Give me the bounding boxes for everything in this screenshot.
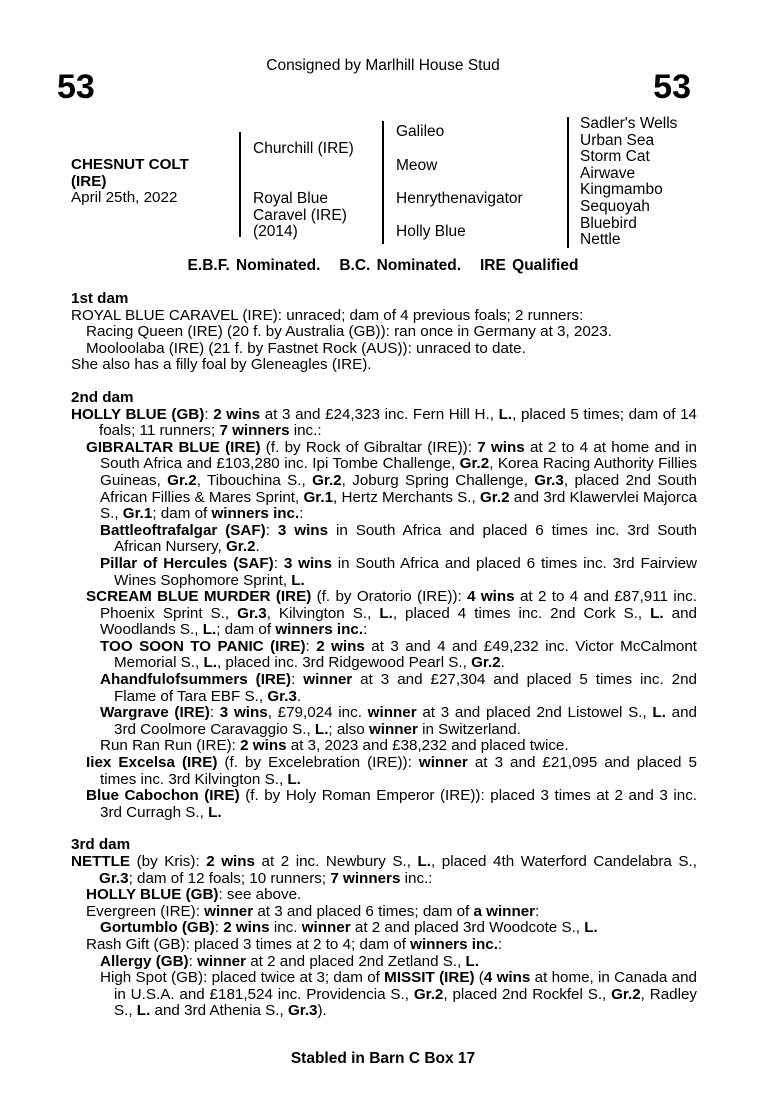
progeny-entry: Run Ran Run (IRE): 2 wins at 3, 2023 and £38,232 and placed twice. xyxy=(100,737,569,755)
pedigree-line-2 xyxy=(382,121,384,244)
pedigree-gen3-item: Sequoyah xyxy=(580,197,650,215)
pedigree-gen3-item: Kingmambo xyxy=(580,181,663,199)
pedigree-dam xyxy=(253,191,347,241)
pedigree-gen3-item: Storm Cat xyxy=(580,148,650,166)
progeny-entry: TOO SOON TO PANIC (IRE): 2 wins at 3 and 4 and £49,232 inc. Victor McCalmont Memorial S., L., placed inc. 3rd Ridgewood Pearl S., Gr.2. xyxy=(100,637,697,672)
progeny-entry: Ahandfulofsummers (IRE): winner at 3 and £27,304 and placed 5 times inc. 2nd Flame of Tara EBF S., Gr.3. xyxy=(100,671,697,705)
lot-number-left: 53 xyxy=(57,68,95,106)
pedigree-gen2-item: Holly Blue xyxy=(396,223,466,240)
dam-entry: ROYAL BLUE CARAVEL (IRE): unraced; dam of 4 previous foals; 2 runners: xyxy=(71,306,584,324)
progeny-entry: GIBRALTAR BLUE (IRE) (f. by Rock of Gibraltar (IRE)): 7 wins at 2 to 4 at home and in South Africa and £103,280 inc. Ipi Tombe Challenge, Gr.2, Korea Racing Authority Fillies Guineas, Gr.2, Tibouchina S., Gr.2, Joburg Spring Challenge, Gr.3, placed 2nd South African Fillies & Mares Sprint, Gr.1, Hertz Merchants S., Gr.2 and 3rd Klawervlei Majorca S., Gr.1; dam of winners inc.: xyxy=(86,438,697,523)
nominations-line: E.B.F. Nominated. B.C. Nominated. IRE Qualified xyxy=(187,257,579,274)
pedigree-dam-line: (2014) xyxy=(253,223,298,241)
pedigree-gen2-item: Henrythenavigator xyxy=(396,190,523,207)
pedigree-gen3-item: Nettle xyxy=(580,231,621,249)
progeny-entry: Pillar of Hercules (SAF): 3 wins in South Africa and placed 6 times inc. 3rd Fairview Wines Sophomore Sprint, L. xyxy=(100,554,697,589)
pedigree-gen3 xyxy=(580,116,677,249)
progeny-entry: Iiex Excelsa (IRE) (f. by Excelebration (IRE)): winner at 3 and £21,095 and placed 5 times inc. 3rd Kilvington S., L. xyxy=(86,754,697,788)
progeny-entry: Wargrave (IRE): 3 wins, £79,024 inc. winner at 3 and placed 2nd Listowel S., L. and 3rd Coolmore Caravaggio S., L.; also winner in Switzerland. xyxy=(100,704,697,738)
pedigree-dam-line: Royal Blue xyxy=(253,190,328,207)
dam-entry: HOLLY BLUE (GB): 2 wins at 3 and £24,323 inc. Fern Hill H., L., placed 5 times; dam of 14 foals; 11 runners; 7 winners inc.: xyxy=(71,405,697,440)
dam-note: She also has a filly foal by Gleneagles (IRE). xyxy=(71,356,372,374)
section-heading: 3rd dam xyxy=(71,836,131,854)
progeny-entry: SCREAM BLUE MURDER (IRE) (f. by Oratorio (IRE)): 4 wins at 2 to 4 and £87,911 inc. Phoenix Sprint S., Gr.3, Kilvington S., L., placed 4 times inc. 2nd Cork S., L. and Woodlands S., L.; dam of winners inc.: xyxy=(86,588,697,639)
pedigree-line-3 xyxy=(567,117,569,248)
pedigree-gen3-item: Urban Sea xyxy=(580,131,655,149)
progeny-entry: Rash Gift (GB): placed 3 times at 2 to 4; dam of winners inc.: xyxy=(86,935,503,953)
horse-dob: April 25th, 2022 xyxy=(71,189,178,207)
second-dam-section xyxy=(71,390,697,821)
horse-name-country: (IRE) xyxy=(71,172,107,190)
pedigree-line-1 xyxy=(239,132,241,237)
horse-identity xyxy=(71,157,189,207)
pedigree-gen3-item: Sadler's Wells xyxy=(580,115,678,132)
progeny-entry: Blue Cabochon (IRE) (f. by Holy Roman Emperor (IRE)): placed 3 times at 2 and 3 inc. 3rd Curragh S., L. xyxy=(86,787,698,821)
dam-entry: NETTLE (by Kris): 2 wins at 2 inc. Newbury S., L., placed 4th Waterford Candelabra S., Gr.3; dam of 12 foals; 10 runners; 7 winners inc.: xyxy=(71,853,697,887)
section-heading: 2nd dam xyxy=(71,388,134,406)
third-dam-section xyxy=(71,837,697,1020)
foal-entry: Racing Queen (IRE) (20 f. by Australia (GB)): ran once in Germany at 3, 2023. xyxy=(86,323,612,341)
horse-name: CHESNUT COLT xyxy=(71,156,189,173)
stabling-info: Stabled in Barn C Box 17 xyxy=(290,1050,476,1067)
pedigree-sire: Churchill (IRE) xyxy=(253,140,354,157)
consignor-line: Consigned by Marlhill House Stud xyxy=(266,57,500,74)
progeny-entry: Battleoftrafalgar (SAF): 3 wins in South Africa and placed 6 times inc. 3rd South African Nursery, Gr.2. xyxy=(100,521,697,556)
foal-entry: Mooloolaba (IRE) (21 f. by Fastnet Rock (AUS)): unraced to date. xyxy=(86,339,526,357)
first-dam-section xyxy=(71,291,697,374)
pedigree-dam-line: Caravel (IRE) xyxy=(253,206,347,224)
section-heading: 1st dam xyxy=(71,290,129,307)
pedigree-gen2-item: Meow xyxy=(396,157,438,174)
progeny-entry: Allergy (GB): winner at 2 and placed 2nd Zetland S., L. xyxy=(100,952,480,970)
progeny-entry: HOLLY BLUE (GB): see above. xyxy=(86,886,302,904)
produce-record xyxy=(71,291,697,1020)
progeny-entry: Evergreen (IRE): winner at 3 and placed 6 times; dam of a winner: xyxy=(86,902,540,920)
progeny-entry: High Spot (GB): placed twice at 3; dam of MISSIT (IRE) (4 wins at home, in Canada and in U.S.A. and £181,524 inc. Providencia S., Gr.2, placed 2nd Rockfel S., Gr.2, Radley S., L. and 3rd Athenia S., Gr.3). xyxy=(100,969,698,1020)
pedigree-gen2-item: Galileo xyxy=(396,123,445,140)
progeny-entry: Gortumblo (GB): 2 wins inc. winner at 2 and placed 3rd Woodcote S., L. xyxy=(100,919,598,937)
pedigree-gen3-item: Airwave xyxy=(580,164,636,182)
lot-number-right: 53 xyxy=(653,68,691,106)
pedigree-gen3-item: Bluebird xyxy=(580,214,637,232)
